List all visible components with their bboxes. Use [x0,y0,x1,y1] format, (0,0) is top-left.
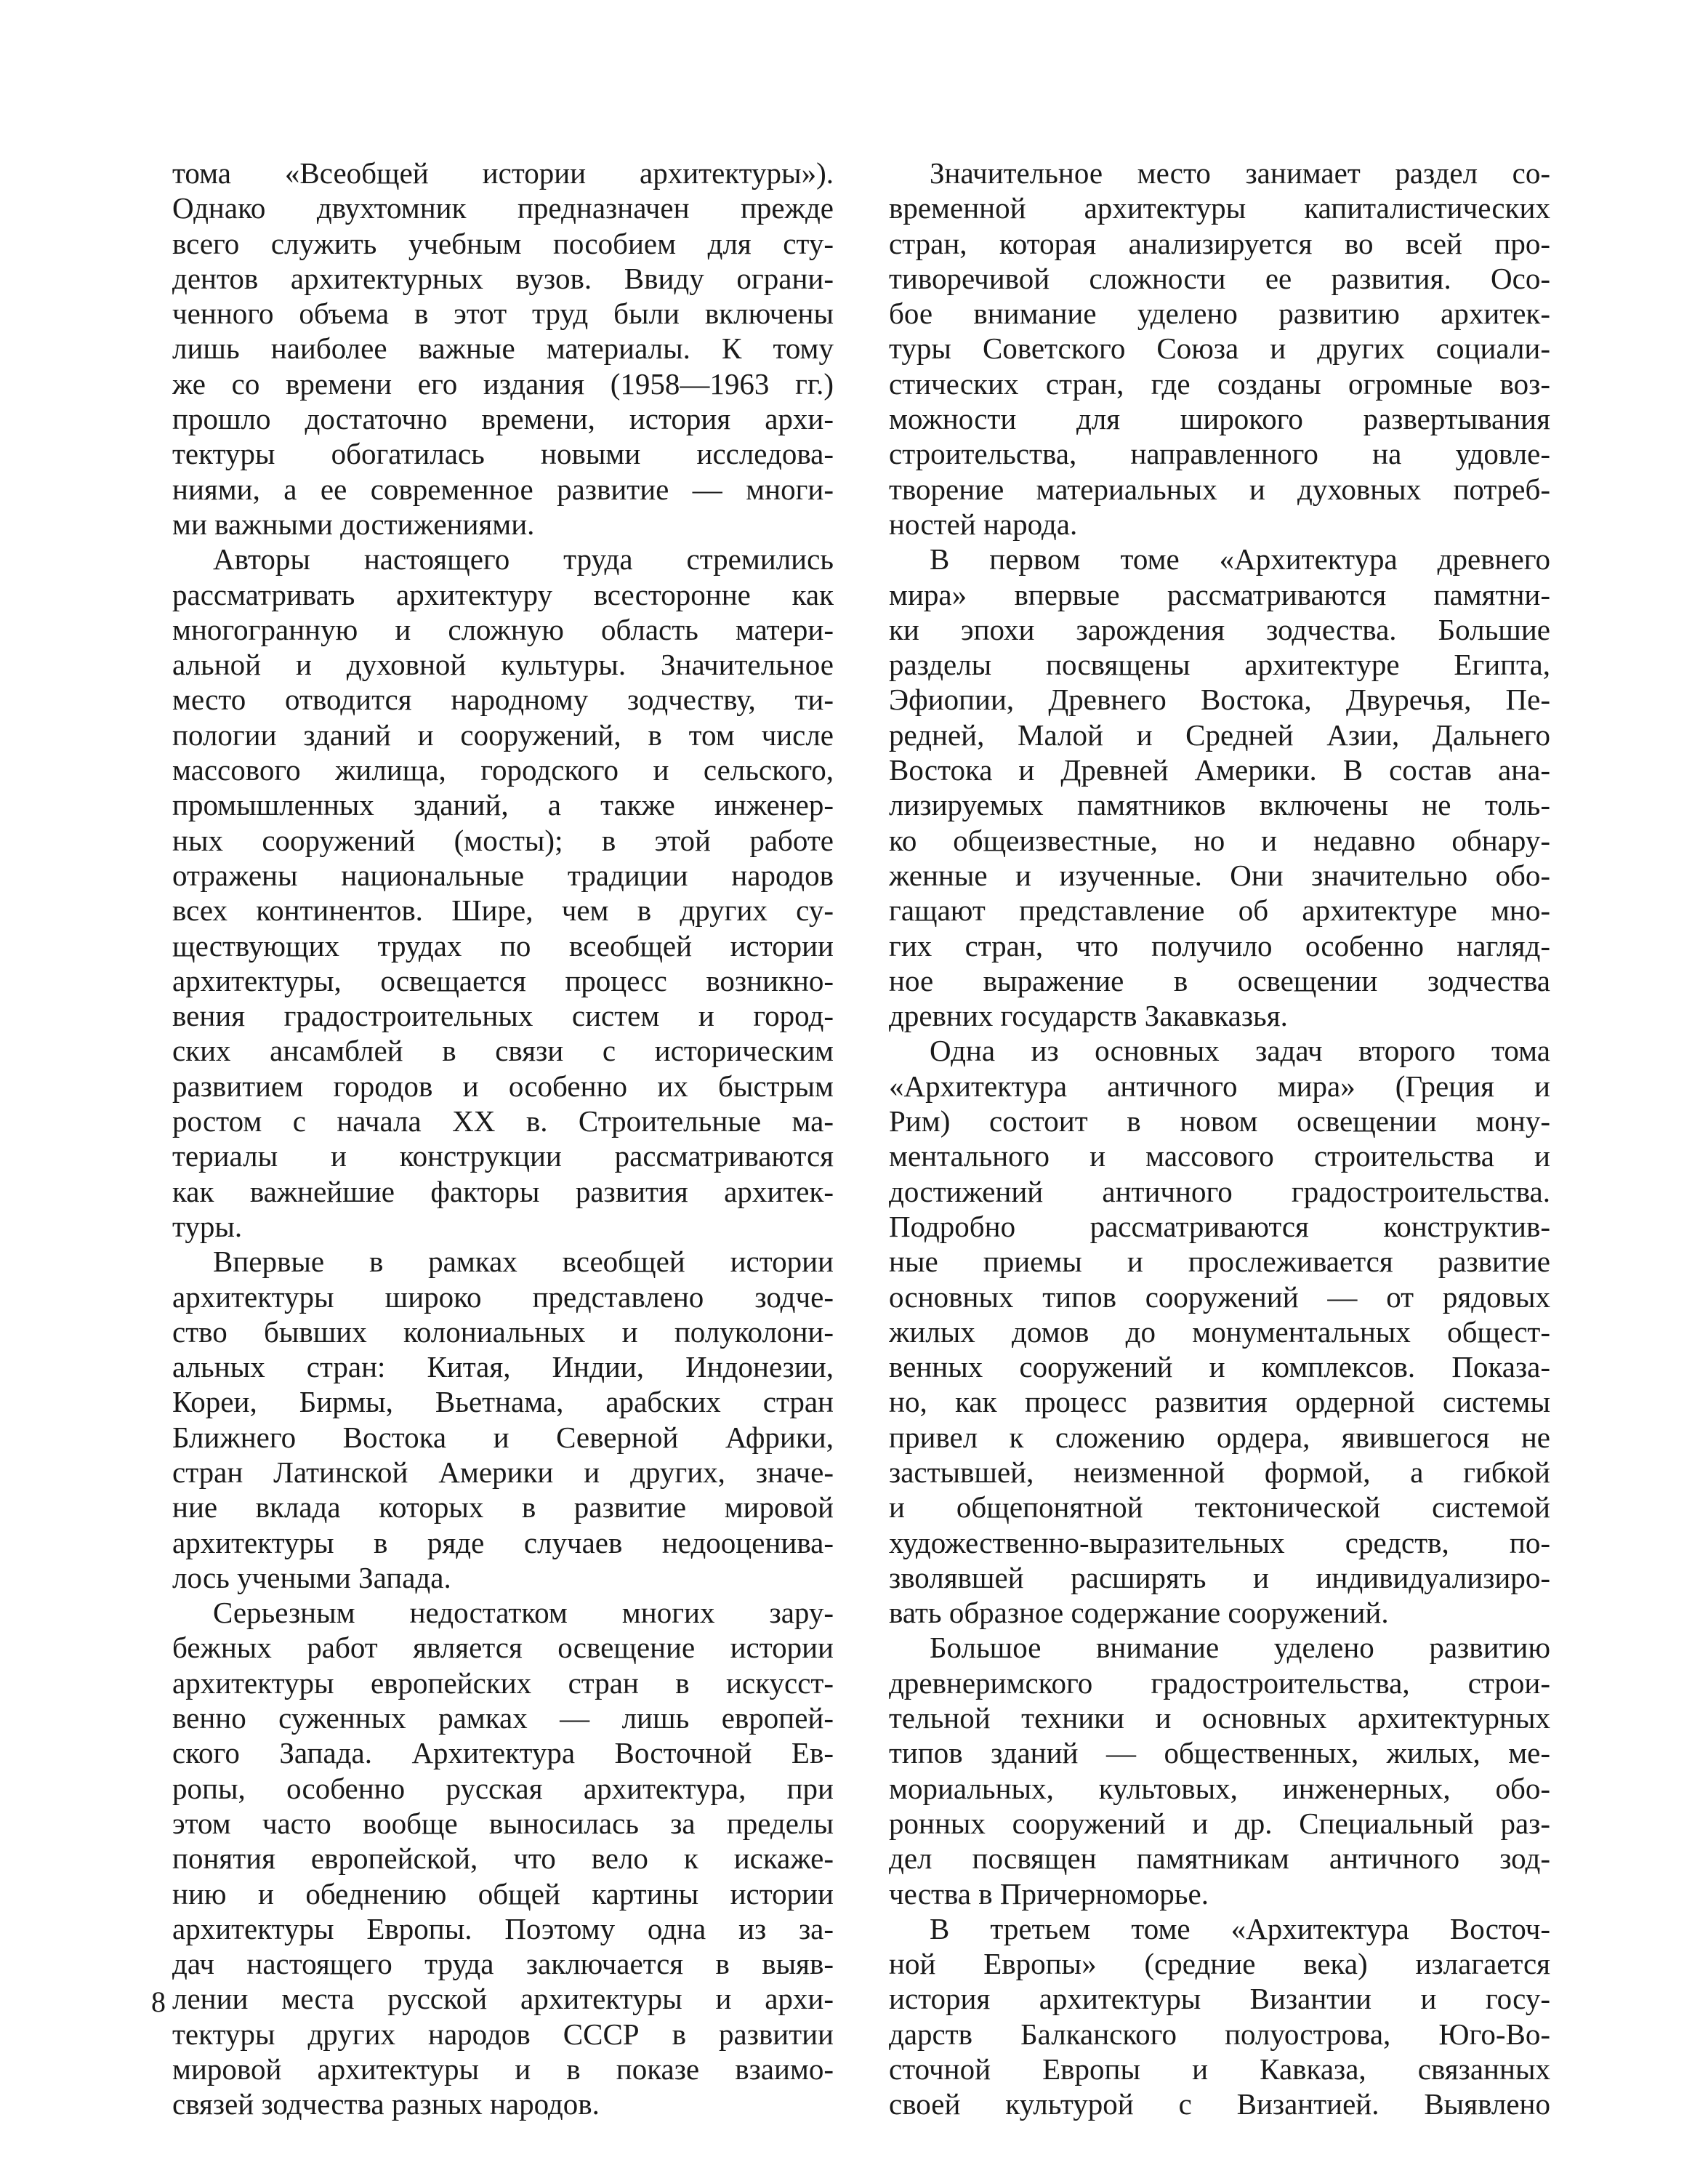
text-line: массового жилища, городского и сельского, [172,753,834,787]
text-line: развитием городов и особенно их быстрым [172,1069,834,1103]
text-line: история архитектуры Византии и госу- [889,1982,1550,2016]
text-line: альных стран: Китая, Индии, Индонезии, [172,1350,834,1384]
text-line: жилых домов до монументальных общест- [889,1314,1550,1349]
text-line: вать образное содержание сооружений. [889,1596,1389,1630]
text-line: дарств Балканского полуострова, Юго-Во- [889,2017,1550,2051]
text-line: отражены национальные традиции народов [172,858,834,892]
paragraph [889,156,1550,542]
paragraph [889,1033,1550,1630]
text-line: ниями, а ее современное развитие — многи- [172,472,834,506]
text-line: Кореи, Бирмы, Вьетнама, арабских стран [172,1385,834,1419]
text-line: гих стран, что получило особенно нагляд- [889,928,1550,963]
text-line: гащают представление об архитектуре мно- [889,893,1550,928]
text-line: ми важными достижениями. [172,507,535,541]
text-line: этом часто вообще выносилась за пределы [172,1806,834,1840]
text-line: Большое внимание уделено развитию [930,1631,1550,1665]
text-line: архитектуры широко представлено зодче- [172,1280,834,1314]
text-line: Подробно рассматриваются конструктив- [889,1209,1550,1243]
text-line: разделы посвящены архитектуре Египта, [889,648,1550,682]
text-line: териалы и конструкции рассматриваются [172,1139,834,1173]
text-line: творение материальных и духовных потреб- [889,472,1550,506]
text-line: связей зодчества разных народов. [172,2087,600,2121]
left-column [172,156,834,2122]
text-line: Значительное место занимает раздел со- [930,156,1550,190]
text-line: дентов архитектурных вузов. Ввиду ограни- [172,261,834,295]
paragraph [889,1630,1550,1911]
text-line: лении места русской архитектуры и архи- [172,1982,834,2016]
text-line: Впервые в рамках всеобщей истории [213,1245,834,1279]
text-line: рассматривать архитектуру всесторонне как [172,577,834,611]
text-line: ностей народа. [889,507,1078,541]
text-line: Одна из основных задач второго тома [930,1034,1550,1068]
text-line: чества в Причерноморье. [889,1876,1209,1911]
text-line: лизируемых памятников включены не толь- [889,788,1550,822]
text-line: зволявшей расширять и индивидуализиро- [889,1560,1550,1594]
text-line: тектуры других народов СССР в развитии [172,2017,834,2051]
text-line: В первом томе «Архитектура древнего [930,542,1550,577]
text-line: художественно-выразительных средств, по- [889,1525,1550,1559]
text-line: Авторы настоящего труда стремились [213,542,834,577]
text-line: строительства, направленного на удовле- [889,437,1550,471]
text-line: Эфиопии, Древнего Востока, Двуречья, Пе- [889,683,1550,717]
text-line: основных типов сооружений — от рядовых [889,1280,1550,1314]
text-line: мира» впервые рассматриваются памятни- [889,577,1550,611]
text-line: ростом с начала XX в. Строительные ма- [172,1104,834,1138]
text-line: туры Советского Союза и других социали- [889,332,1550,366]
text-line: тома «Всеобщей истории архитектуры»). [172,156,834,190]
text-line: застывшей, неизменной формой, а гибкой [889,1455,1550,1489]
text-line: архитектуры Европы. Поэтому одна из за- [172,1911,834,1945]
paragraph [889,1911,1550,2122]
text-line: и общепонятной тектонической системой [889,1490,1550,1525]
text-line: типов зданий — общественных, жилых, ме- [889,1736,1550,1770]
text-line: дел посвящен памятникам античного зод- [889,1841,1550,1876]
text-line: своей культурой с Византией. Выявлено [889,2087,1550,2121]
text-line: сточной Европы и Кавказа, связанных [889,2052,1550,2086]
text-line: архитектуры европейских стран в искусст- [172,1666,834,1700]
text-line: древних государств Закавказья. [889,999,1288,1033]
text-line: стических стран, где созданы огромные воз- [889,366,1550,401]
text-line: временной архитектуры капиталистических [889,191,1550,225]
text-line: стран, которая анализируется во всей про- [889,226,1550,260]
paragraph [889,542,1550,1033]
text-line: В третьем томе «Архитектура Восточ- [930,1911,1550,1945]
text-line: как важнейшие факторы развития архитек- [172,1174,834,1208]
text-line: женные и изученные. Они значительно обо- [889,858,1550,892]
text-line: промышленных зданий, а также инженер- [172,788,834,822]
paragraph [172,1244,834,1595]
text-line: мориальных, культовых, инженерных, обо- [889,1771,1550,1805]
text-line: ные приемы и прослеживается развитие [889,1245,1550,1279]
text-line: можности для широкого развертывания [889,402,1550,436]
text-line: место отводится народному зодчеству, ти- [172,683,834,717]
text-line: Востока и Древней Америки. В состав ана- [889,753,1550,787]
text-line: ных сооружений (мосты); в этой работе [172,823,834,857]
text-line: ство бывших колониальных и полуколони- [172,1314,834,1349]
text-line: бое внимание уделено развитию архитек- [889,297,1550,331]
paragraph [172,156,834,542]
text-line: альной и духовной культуры. Значительное [172,648,834,682]
text-line: стран Латинской Америки и других, значе- [172,1455,834,1489]
text-line: нию и обеднению общей картины истории [172,1876,834,1911]
text-line: архитектуры, освещается процесс возникно- [172,963,834,997]
text-line: ропы, особенно русская архитектура, при [172,1771,834,1805]
text-line: привел к сложению ордера, явившегося не [889,1420,1550,1454]
text-line: ное выражение в освещении зодчества [889,963,1550,997]
text-line: редней, Малой и Средней Азии, Дальнего [889,718,1550,752]
text-line: ко общеизвестные, но и недавно обнару- [889,823,1550,857]
text-line: «Архитектура античного мира» (Греция и [889,1069,1550,1103]
text-line: туры. [172,1209,243,1243]
text-line: архитектуры в ряде случаев недооценива- [172,1525,834,1559]
text-line: пологии зданий и сооружений, в том числе [172,718,834,752]
text-line: всех континентов. Шире, чем в других су- [172,893,834,928]
text-line: прошло достаточно времени, история архи- [172,402,834,436]
text-line: ние вклада которых в развитие мировой [172,1490,834,1525]
text-line: ского Запада. Архитектура Восточной Ев- [172,1736,834,1770]
text-line: вения градостроительных систем и город- [172,999,834,1033]
text-line: всего служить учебным пособием для сту- [172,226,834,260]
text-line: Серьезным недостатком многих зару- [213,1596,834,1630]
text-line: ки эпохи зарождения зодчества. Большие [889,612,1550,646]
text-line: достижений античного градостроительства. [889,1174,1550,1208]
text-line: ронных сооружений и др. Специальный раз- [889,1806,1550,1840]
text-line: многогранную и сложную область матери- [172,612,834,646]
text-line: же со времени его издания (1958—1963 гг.) [172,366,834,401]
text-line: Ближнего Востока и Северной Африки, [172,1420,834,1454]
text-line: тельной техники и основных архитектурных [889,1701,1550,1735]
text-line: венных сооружений и комплексов. Показа- [889,1350,1550,1384]
text-line: но, как процесс развития ордерной системы [889,1385,1550,1419]
text-line: венно суженных рамках — лишь европей- [172,1701,834,1735]
right-column [889,156,1550,2122]
text-line: тиворечивой сложности ее развития. Осо- [889,261,1550,295]
text-line: бежных работ является освещение истории [172,1631,834,1665]
text-line: мировой архитектуры и в показе взаимо- [172,2052,834,2086]
page-number: 8 [151,1985,166,2018]
text-line: лось учеными Запада. [172,1560,451,1594]
text-line: ной Европы» (средние века) излагается [889,1947,1550,1981]
paragraph [172,1595,834,2121]
text-line: ментального и массового строительства и [889,1139,1550,1173]
text-line: древнеримского градостроительства, строи- [889,1666,1550,1700]
text-line: лишь наиболее важные материалы. К тому [172,332,834,366]
paragraph [172,542,834,1244]
text-line: дач настоящего труда заключается в выяв- [172,1947,834,1981]
text-line: понятия европейской, что вело к искаже- [172,1841,834,1876]
text-line: ченного объема в этот труд были включены [172,297,834,331]
text-line: ществующих трудах по всеобщей истории [172,928,834,963]
text-line: Рим) состоит в новом освещении мону- [889,1104,1550,1138]
text-line: ских ансамблей в связи с историческим [172,1034,834,1068]
text-line: Однако двухтомник предназначен прежде [172,191,834,225]
text-line: тектуры обогатилась новыми исследова- [172,437,834,471]
